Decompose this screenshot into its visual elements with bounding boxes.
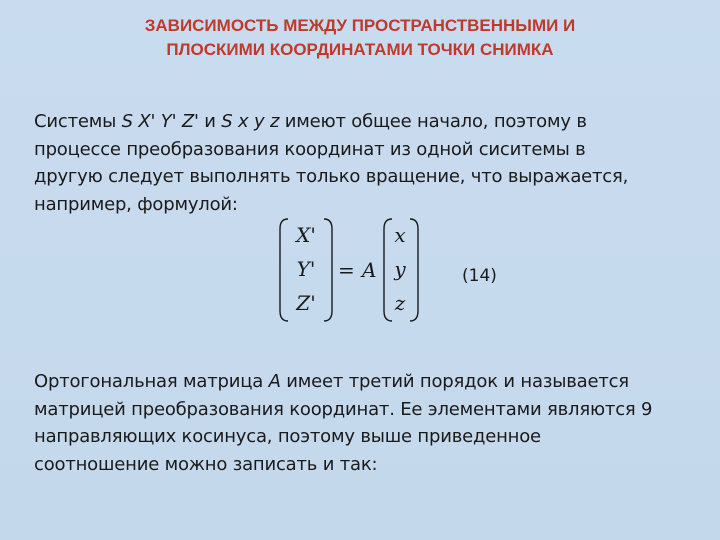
left-paren-close (322, 217, 334, 323)
intro-suffix: имеют общее начало, поэтому в (279, 111, 587, 132)
matrix-symbol: A (362, 258, 377, 282)
matrix-name: A (268, 371, 281, 392)
equation-number: (14) (462, 266, 497, 286)
title-line-2: ПЛОСКИМИ КООРДИНАТАМИ ТОЧКИ СНИМКА (166, 40, 554, 59)
right-vector-x: x (394, 223, 406, 247)
intro-prefix: Системы (34, 111, 122, 132)
system-image: S x y z (221, 111, 280, 132)
system-primed: S X' Y' Z' (121, 111, 199, 132)
matrix-suffix: имеет третий порядок и называется (280, 371, 629, 392)
intro-line-4: например, формулой: (34, 193, 238, 215)
intro-paragraph (34, 108, 694, 218)
left-vector-x: X' (296, 223, 316, 247)
matrix-prefix: Ортогональная матрица (34, 371, 269, 392)
right-paren-close (408, 217, 420, 323)
matrix-line-2: матрицей преобразования координат. Ее элементами являются 9 (34, 398, 653, 420)
intro-line-3: другую следует выполнять только вращение, что выражается, (34, 166, 629, 187)
matrix-paragraph (34, 368, 714, 478)
left-vector-z: Z' (296, 291, 316, 315)
matrix-line-3: направляющих косинуса, поэтому выше приведенное (34, 426, 541, 447)
intro-conjunction: и (198, 111, 222, 132)
left-vector-y: Y' (296, 257, 316, 281)
title-line-1: ЗАВИСИМОСТЬ МЕЖДУ ПРОСТРАНСТВЕННЫМИ И (144, 16, 576, 35)
matrix-line-1 (34, 368, 714, 396)
intro-line-1 (34, 108, 694, 136)
right-vector-z: z (394, 291, 406, 315)
right-vector-y: y (394, 257, 406, 281)
matrix-line-4: соотношение можно записать и так: (34, 453, 378, 475)
slide-title (20, 14, 700, 62)
rotation-formula (278, 213, 438, 325)
intro-line-2: процессе преобразования координат из одной сиситемы в (34, 138, 586, 160)
equals-sign: = (338, 258, 355, 282)
